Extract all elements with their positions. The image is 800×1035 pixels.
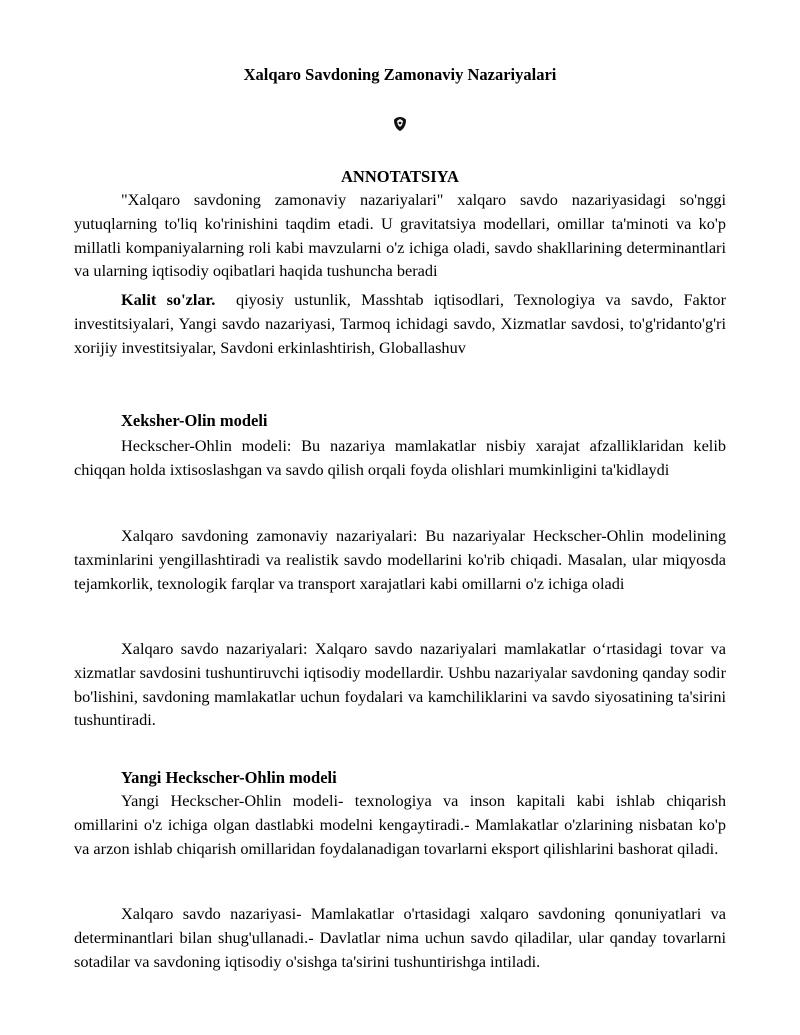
paragraph-trade-theories: Xalqaro savdo nazariyalari: Xalqaro savdo nazariyalari mamlakatlar oʻrtasidagi tovar va xizmatlar savdosini tushuntiruvchi iqtisodiy modellardir. Ushbu nazariyalar savdoning qanday sodir bo'lishini, savdoning mamlakatlar uchun foydalari va kamchiliklarini va savdo siyosatining ta'sirini tushuntiradi. <box>74 639 726 730</box>
document-title: Xalqaro Savdoning Zamonaviy Nazariyalari <box>243 65 557 84</box>
annotation-text: "Xalqaro savdoning zamonaviy nazariyalari" xalqaro savdo nazariyasidagi so'nggi yutuqlarning to'liq ko'rinishini taqdim etadi. U gravitatsiya modellari, omillar ta'minoti va ko'p millatli kompaniyalarning roli kabi mavzularni o'z ichiga oladi, savdo shakllarining determinantlari va ularning iqtisodiy oqibatlari haqida tushuncha beradi <box>74 190 726 281</box>
section-heading-xeksher-olin: Xeksher-Olin modeli <box>121 411 268 430</box>
paragraph-international-trade-theory: Xalqaro savdo nazariyasi- Mamlakatlar o'rtasidagi xalqaro savdoning qonuniyatlari va determinantlari bilan shug'ullanadi.- Davlatlar nima uchun savdo qiladilar, ular qanday tovarlarni sotadilar va savdoning iqtisodiy o'sishga ta'sirini tushuntirishga intiladi. <box>74 904 726 971</box>
shield-emblem-icon <box>393 116 407 132</box>
keywords-label: Kalit so'zlar. <box>121 290 216 309</box>
keywords-paragraph <box>74 288 726 359</box>
annotation-heading: ANNOTATSIYA <box>341 167 459 186</box>
paragraph-heckscher-ohlin: Heckscher-Ohlin modeli: Bu nazariya mamlakatlar nisbiy xarajat afzalliklaridan kelib chiqqan holda ixtisoslashgan va savdo qilish orqali foyda olishlari mumkinligini ta'kidlaydi <box>74 436 726 479</box>
paragraph-new-hecksher-ohlin: Yangi Heckscher-Ohlin modeli- texnologiya va inson kapitali kabi ishlab chiqarish omillarini o'z ichiga olgan dastlabki modelni kengaytiradi.- Mamlakatlar o'zlarining nisbatan ko'p va arzon ishlab chiqarish omillaridan foydalanadigan tovarlarni eksport qilishlarini bashorat qiladi. <box>74 791 726 858</box>
section-heading-new-heckscher-ohlin: Yangi Heckscher-Ohlin modeli <box>121 768 337 787</box>
paragraph-modern-theories: Xalqaro savdoning zamonaviy nazariyalari: Bu nazariyalar Heckscher-Ohlin modelining taxminlarini yengillashtiradi va realistik savdo modellarini ko'rib chiqadi. Masalan, ular miqyosda tejamkorlik, texnologik farqlar va transport xarajatlari kabi omillarni o'z ichiga oladi <box>74 526 726 593</box>
keywords-text: qiyosiy ustunlik, Masshtab iqtisodlari, Texnologiya va savdo, Faktor investitsiyalari, Yangi savdo nazariyasi, Tarmoq ichidagi savdo, Xizmatlar savdosi, to'g'ridanto'g'ri xorijiy investitsiyalar, Savdoni erkinlashtirish, Globallashuv <box>74 290 726 357</box>
